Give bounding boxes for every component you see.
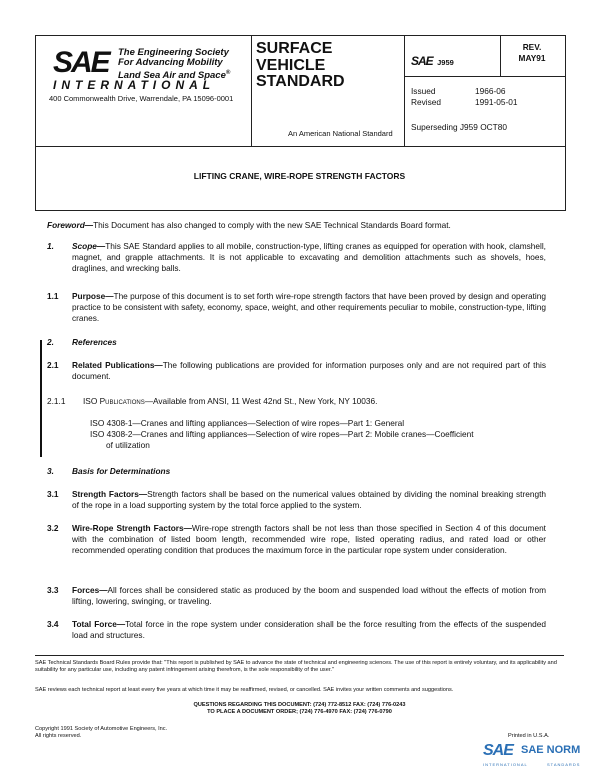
section-3-1-strength-factors [72,489,546,511]
standard-type-line-1: SURFACE [256,40,333,57]
purpose-text: The purpose of this document is to set forth wire-rope strength factors that have been proved by design and operating practice to be consistent with safety, economy, space, weight, and other requirements peculiar to mobile, construction-type, lifting cranes. [72,291,546,323]
standard-type-line-2: VEHICLE [256,56,326,74]
footer-rule [35,655,564,656]
section-3-3-number: 3.3 [47,585,59,595]
rev-value: MAY91 [518,53,546,63]
rights-line: All rights reserved. [35,733,82,739]
section-3-4-number: 3.4 [47,619,59,629]
doc-number-cell [411,52,454,70]
issued-value: 1966-06 [475,86,506,96]
strength-factors-heading: Strength Factors— [72,489,148,499]
footer-review: SAE reviews each technical report at least every five years at which time it may be reaffirmed, revised, or cancelled. SAE invites your written comments and suggestions. [35,687,454,693]
section-3-4-total-force [72,619,546,641]
rev-cell [500,42,564,64]
section-2-1-related-publications [72,360,546,382]
footer-copyright [35,726,167,740]
superseding: Superseding J959 OCT80 [411,122,507,132]
section-1-1-purpose [72,291,546,324]
norm-sub-left: INTERNATIONAL [483,762,528,767]
section-3-3-forces [72,585,546,607]
section-3-2-number: 3.2 [47,523,59,533]
forces-text: All forces shall be considered static as produced by the boom and suspended load without the effects of motion from lifting, lowering, swinging, or traveling. [72,585,546,606]
logo-international: INTERNATIONAL [53,78,216,92]
norm-text: SAE NORM [521,744,581,756]
section-3-number: 3. [47,466,54,476]
logo-line-1: The Engineering Society [118,47,229,58]
logo-line-2: For Advancing Mobility [118,57,223,68]
section-2-1-1-iso [83,396,553,407]
iso-4308-1: ISO 4308-1—Cranes and lifting appliances—Selection of wire ropes—Part 1: General [90,418,405,428]
iso-list [90,418,550,451]
revision-change-bar [40,340,42,457]
iso-publications-text: —Available from ANSI, 11 West 42nd St., New York, NY 10036. [144,396,378,406]
purpose-heading: Purpose— [72,291,114,301]
related-publications-text: The following publications are provided for information purposes only and are not required part of this document. [72,360,546,381]
total-force-text: Total force in the rope system under consideration shall be the force resulting from the effects of the suspended load and structures. [72,619,546,640]
related-publications-heading: Related Publications— [72,360,163,370]
foreword-heading: Foreword— [47,220,94,230]
foreword-text: This Document has also changed to comply with the new SAE Technical Standards Board format. [93,220,451,230]
issue-dates [411,86,517,108]
footer-questions: QUESTIONS REGARDING THIS DOCUMENT: (724) 772-8512 FAX: (724) 776-0243 [193,702,406,708]
revised-value: 1991-05-01 [475,97,518,107]
document-title: LIFTING CRANE, WIRE-ROPE STRENGTH FACTORS [193,171,406,181]
standard-type-line-3: STANDARD [256,73,345,90]
section-3-1-number: 3.1 [47,489,59,499]
forces-heading: Forces— [72,585,108,595]
logo-tagline [118,48,230,81]
iso-4308-2-cont: of utilization [106,440,150,450]
american-national-standard: An American National Standard [288,129,393,138]
norm-sae-mark: SAE [483,742,513,759]
strength-factors-text: Strength factors shall be based on the numerical values obtained by dividing the nominal breaking strength of the rope in a load supporting system by the total force applied to the system. [72,489,546,510]
basis-heading: Basis for Determinations [72,466,171,476]
wire-rope-heading: Wire-Rope Strength Factors— [72,523,192,533]
iso-publications-heading: ISO Publications [83,396,145,406]
sae-logo [53,48,109,78]
norm-sub-right: STANDARDS [547,762,581,767]
logo-line-3: Land Sea Air and Space [118,70,226,82]
sae-logo-mark: SAE [53,46,109,79]
sae-norm-logo [483,742,595,772]
rev-label: REV. [522,42,542,52]
scope-text: This SAE Standard applies to all mobile, construction-type, lifting cranes as equipped for operation with hook, clamshell, magnet, and grapple attachments. It is not applicable to excavating and demolition attachments such as shovels, hoes, draglines, and wrecking balls. [72,241,546,273]
doc-sae-mark: SAE [411,54,433,68]
total-force-heading: Total Force— [72,619,126,629]
section-3-2-wire-rope [72,523,546,556]
foreword [47,220,547,231]
section-1-1-number: 1.1 [47,291,59,301]
address: 400 Commonwealth Drive, Warrendale, PA 15096-0001 [49,94,234,103]
wire-rope-text: Wire-rope strength factors shall be not less than those specified in Section 4 of this document with the combination of listed boom length, recommended wire rope, listed operating radius, and rated load or other recommended operating condition that produces the maximum force in the particular rope system under consideration. [72,523,546,555]
footer-order: TO PLACE A DOCUMENT ORDER; (724) 776-4970 FAX: (724) 776-0790 [207,709,392,715]
section-1-number: 1. [47,241,54,251]
footer-rules: SAE Technical Standards Board Rules provide that: "This report is published by SAE to advance the state of technical and engineering sciences. The use of this report is entirely voluntary, and its applicability and suitability for any particular use, including any patent infringement arising therefrom, is the sole responsibility of the user." [35,660,557,673]
section-1-scope [72,241,546,274]
scope-heading: Scope— [72,241,106,251]
printed-in: Printed in U.S.A. [508,733,550,739]
references-heading: References [72,337,117,347]
issued-label: Issued [411,86,436,96]
section-2-1-1-number: 2.1.1 [47,396,66,406]
registered-mark: ® [225,70,231,76]
doc-number: J959 [437,58,454,67]
revised-label: Revised [411,97,441,107]
section-2-number: 2. [47,337,54,347]
iso-4308-2: ISO 4308-2—Cranes and lifting appliances—Selection of wire ropes—Part 2: Mobile cranes—Coefficient [90,429,474,439]
copyright-line: Copyright 1991 Society of Automotive Engineers, Inc. [35,726,168,732]
standard-type [256,41,345,91]
section-2-1-number: 2.1 [47,360,59,370]
